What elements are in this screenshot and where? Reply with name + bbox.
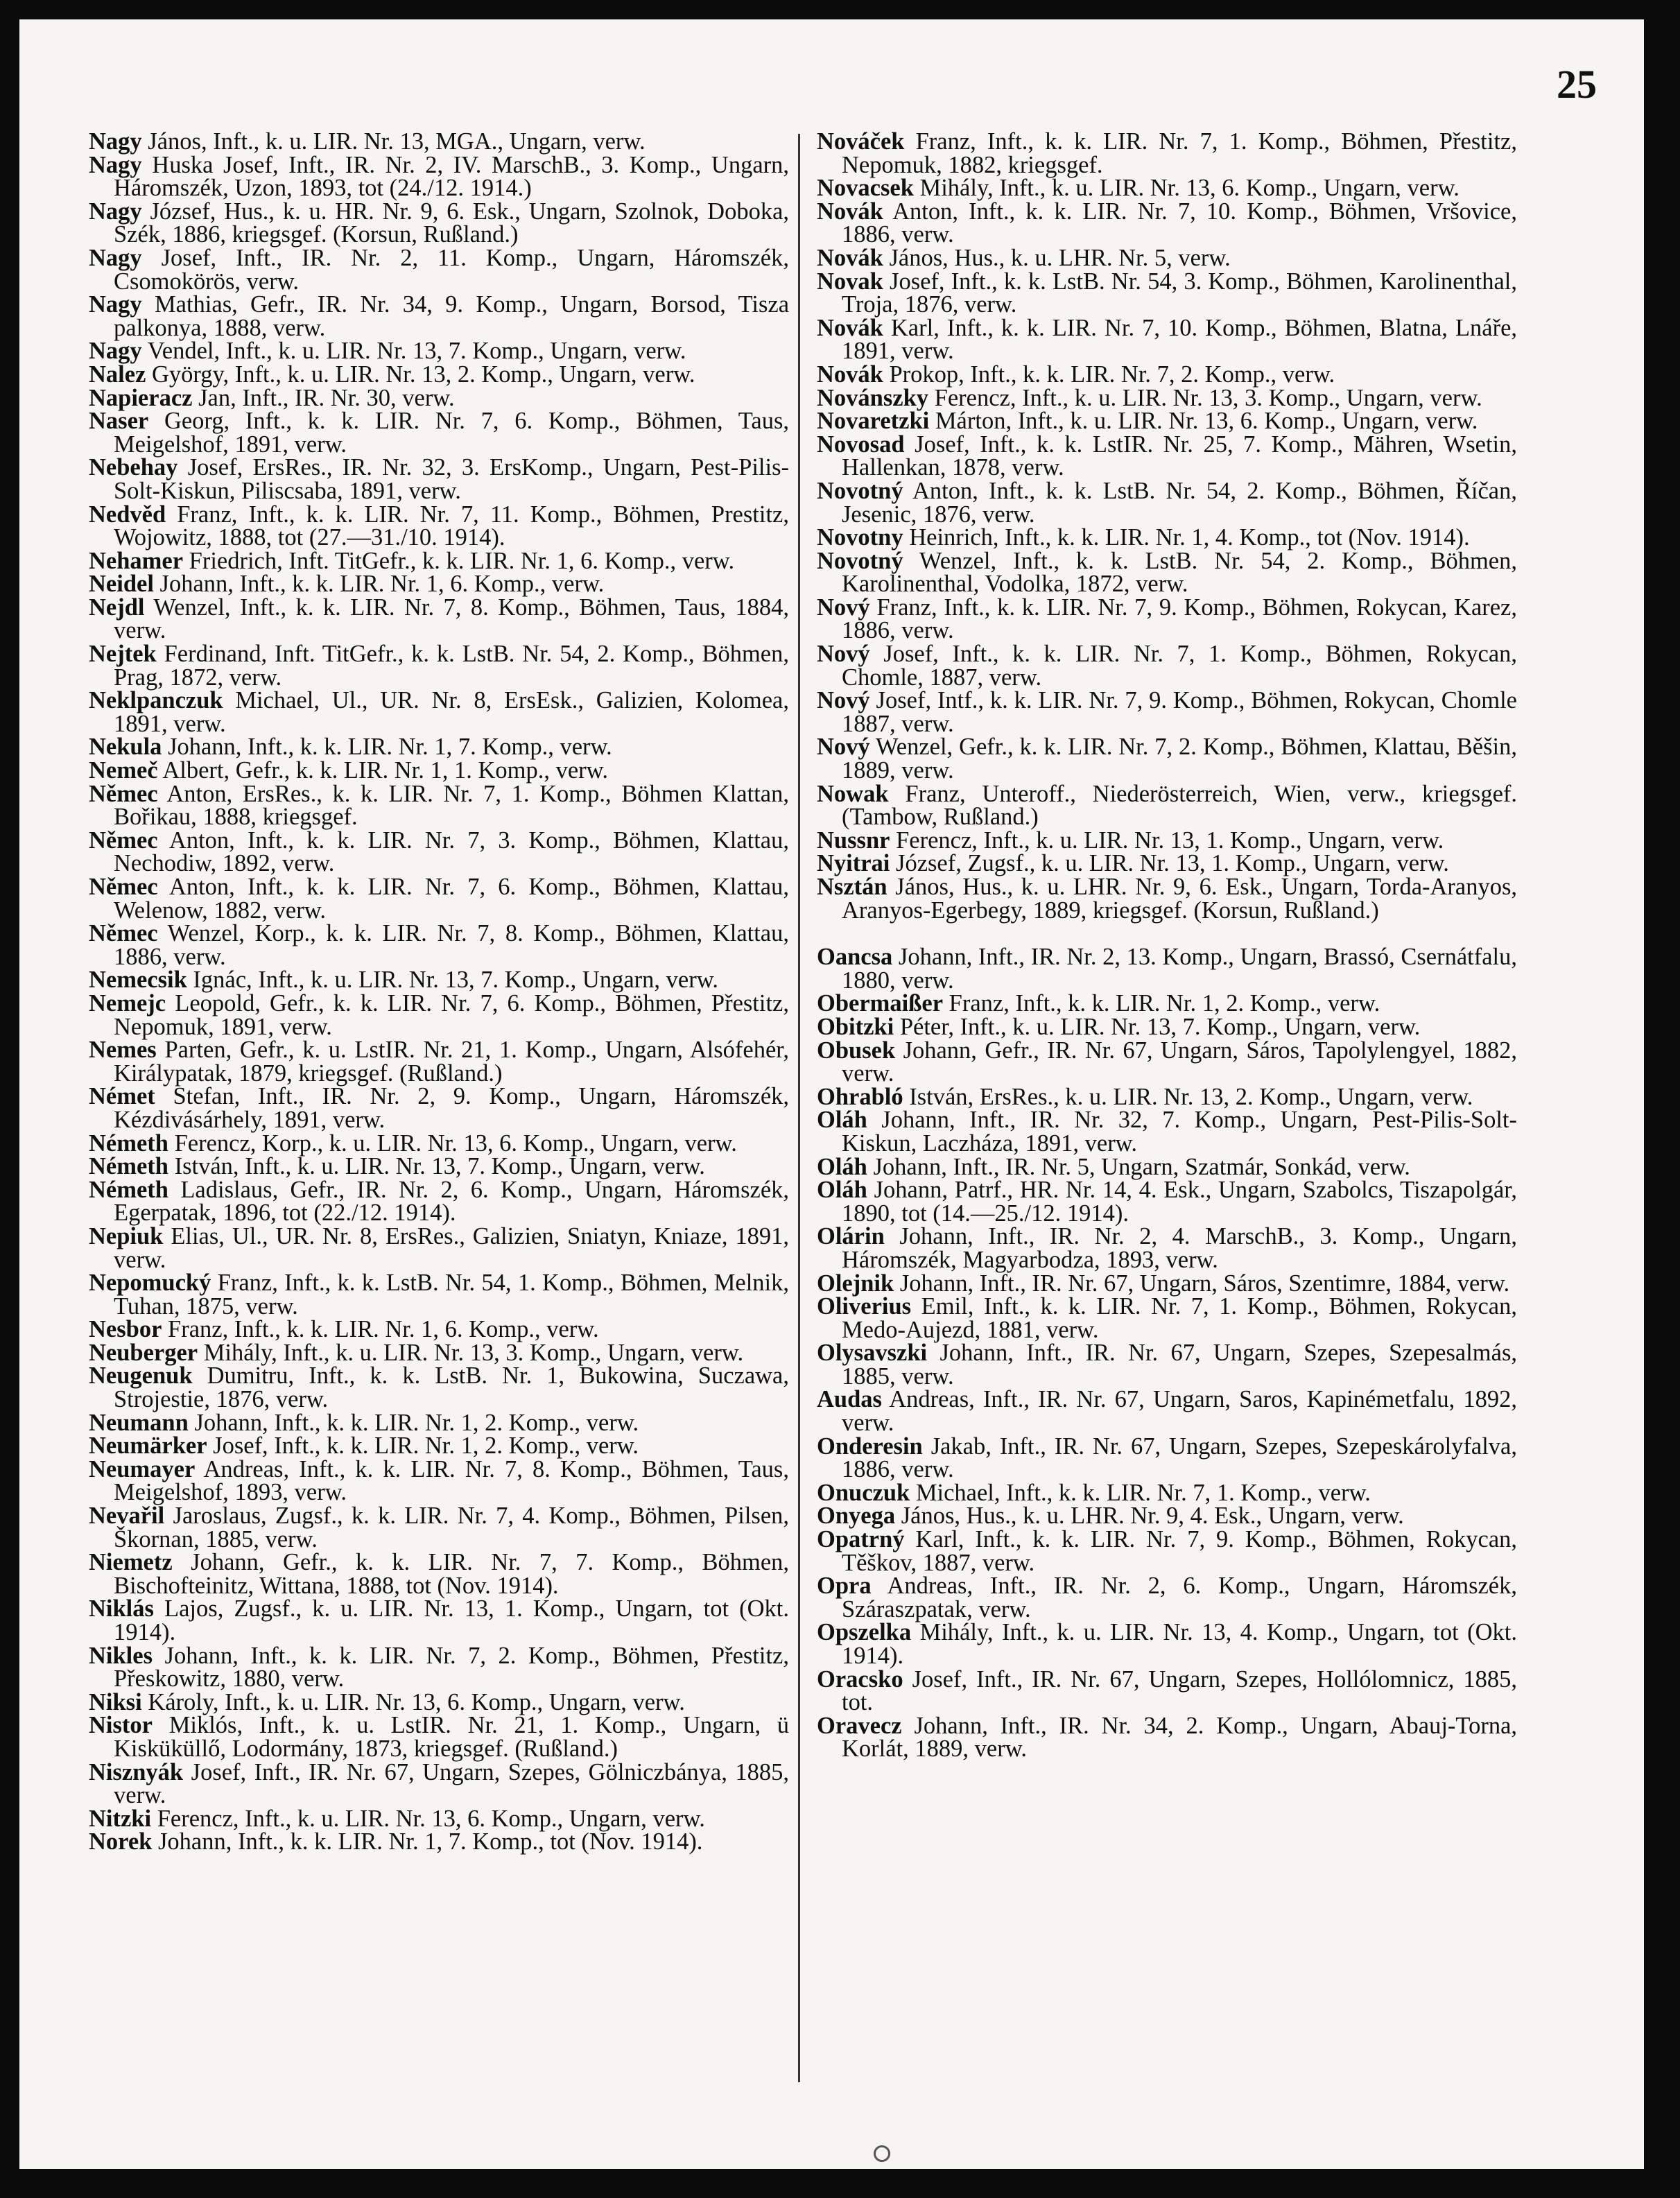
list-item: [89, 736, 789, 759]
list-item: [817, 130, 1517, 177]
list-item: [817, 384, 1517, 411]
entry-surname: Nemeč: [89, 757, 158, 784]
list-item: [817, 1665, 1518, 1716]
entry-details: Elias, Ul., UR. Nr. 8, ErsRes., Galizien, Sniatyn, Kniaze, 1891, verw.: [114, 1222, 790, 1273]
entry-surname: Nový: [817, 594, 870, 621]
entry-details: Josef, Inft., IR. Nr. 67, Ungarn, Szepes, Gölniczbánya, 1885, verw.: [114, 1758, 790, 1809]
entry-details: Péter, Inft., k. u. LIR. Nr. 13, 7. Komp., Ungarn, verw.: [899, 1013, 1421, 1040]
entry-details: Albert, Gefr., k. k. LIR. Nr. 1, 1. Komp., verw.: [162, 757, 608, 784]
entry-surname: Napieracz: [89, 384, 193, 411]
entry-surname: Nemejc: [89, 989, 166, 1016]
entry-details: Johann, Gefr., IR. Nr. 67, Ungarn, Sáros, Tapolylengyel, 1882, verw.: [842, 1037, 1517, 1087]
entry-surname: Nagy: [89, 128, 142, 155]
list-item: [817, 596, 1517, 643]
list-item: [89, 340, 789, 363]
entry-surname: Nistor: [89, 1712, 153, 1739]
entry-surname: Neuberger: [89, 1339, 198, 1366]
column-divider: [798, 134, 800, 2082]
entry-details: Dumitru, Inft., k. k. LstB. Nr. 1, Bukowina, Suczawa, Strojestie, 1876, verw.: [114, 1362, 789, 1413]
entry-surname: Nebehay: [89, 454, 178, 481]
entry-surname: Naser: [89, 408, 149, 435]
entry-surname: Oláh: [817, 1177, 867, 1204]
entry-surname: Nalez: [89, 361, 146, 388]
entry-details: Jaroslaus, Zugsf., k. k. LIR. Nr. 7, 4. Komp., Böhmen, Pilsen, Škornan, 1885, verw.: [114, 1503, 790, 1552]
entry-surname: Nehamer: [89, 547, 184, 574]
entry-details: Josef, Inft., k. k. LstIR. Nr. 25, 7. Komp., Mähren, Wsetin, Hallenkan, 1878, verw.: [842, 431, 1517, 481]
entry-surname: Novotný: [817, 477, 903, 504]
entry-details: István, Inft., k. u. LIR. Nr. 13, 7. Komp., Ungarn, verw.: [174, 1153, 705, 1180]
list-item: [817, 992, 1517, 1016]
list-item: [817, 410, 1517, 433]
list-item: [817, 1505, 1517, 1528]
entry-surname: Neumayer: [89, 1455, 196, 1482]
entry-surname: Nyitrai: [817, 850, 890, 877]
entry-surname: Nussnr: [817, 827, 890, 854]
entry-surname: Nedvěd: [89, 501, 166, 528]
entry-surname: Novaretzki: [817, 408, 930, 435]
entry-details: Johann, Inft., IR. Nr. 67, Ungarn, Szepes, Szepesalmás, 1885, verw.: [842, 1340, 1518, 1390]
entry-surname: Oracsko: [817, 1665, 903, 1693]
entry-details: Johann, Inft., k. k. LIR. Nr. 1, 7. Komp., verw.: [168, 734, 612, 761]
list-item: [817, 363, 1517, 387]
list-item: [817, 1388, 1517, 1435]
list-item: [89, 151, 789, 202]
entry-surname: Nevařil: [89, 1503, 165, 1530]
entry-details: Josef, Inft., k. k. LIR. Nr. 1, 2. Komp., verw.: [213, 1433, 639, 1460]
list-item: [89, 922, 789, 969]
list-item: [817, 1225, 1517, 1272]
entry-surname: Neugenuk: [89, 1362, 193, 1390]
entry-details: Anton, ErsRes., k. k. LIR. Nr. 7, 1. Komp., Böhmen Klattan, Bořikau, 1888, kriegsgef.: [114, 780, 789, 831]
entry-surname: Obusek: [817, 1037, 896, 1064]
entry-details: Heinrich, Inft., k. k. LIR. Nr. 1, 4. Komp., tot (Nov. 1914).: [909, 524, 1470, 551]
entry-details: Wenzel, Korp., k. k. LIR. Nr. 7, 8. Komp., Böhmen, Klattau, 1886, verw.: [114, 920, 789, 970]
entry-surname: Novák: [817, 244, 883, 271]
list-item: [817, 829, 1517, 853]
entry-details: Huska Josef, Inft., IR. Nr. 2, IV. MarschB., 3. Komp., Ungarn, Háromszék, Uzon, 1893, tot (24./12. 1914.): [114, 151, 789, 202]
entry-details: János, Hus., k. u. LHR. Nr. 9, 6. Esk., Ungarn, Torda-Aranyos, Aranyos-Egerbegy, 1889, kriegsgef. (Korsun, Rußland.): [842, 874, 1518, 924]
entry-surname: Onuczuk: [817, 1479, 910, 1506]
entry-surname: Niklás: [89, 1595, 154, 1622]
list-item: [817, 270, 1517, 317]
list-item: [817, 526, 1517, 550]
entry-surname: Ohrabló: [817, 1083, 903, 1110]
entry-surname: Němec: [89, 920, 158, 947]
entry-details: Franz, Inft., k. k. LIR. Nr. 7, 11. Komp., Böhmen, Prestitz, Wojowitz, 1888, tot (27.—31./10. 1914).: [114, 501, 789, 551]
list-item: [817, 477, 1517, 528]
entry-surname: Nejdl: [89, 594, 145, 621]
entry-surname: Olysavszki: [817, 1340, 928, 1367]
list-item: [817, 876, 1517, 922]
list-item: [817, 1295, 1517, 1342]
list-item: [817, 1109, 1517, 1155]
list-item: [817, 1179, 1517, 1225]
entry-surname: Novánszky: [817, 384, 929, 411]
list-item: [817, 314, 1518, 365]
entry-surname: Niemetz: [89, 1549, 173, 1576]
entry-details: Márton, Inft., k. u. LIR. Nr. 13, 6. Komp., Ungarn, verw.: [935, 408, 1478, 435]
list-item: [89, 1339, 789, 1366]
entry-details: Andreas, Inft., IR. Nr. 2, 6. Komp., Ungarn, Háromszék, Száraszpatak, verw.: [842, 1573, 1517, 1622]
entry-details: Josef, Inft., IR. Nr. 2, 11. Komp., Ungarn, Háromszék, Csomokörös, verw.: [114, 244, 789, 295]
entry-details: Johann, Inft., IR. Nr. 2, 4. MarschB., 3. Komp., Ungarn, Háromszék, Magyarbodza, 1893, verw.: [842, 1223, 1517, 1273]
entry-surname: Olejnik: [817, 1270, 894, 1297]
list-item: [89, 1455, 789, 1506]
entry-details: Jakab, Inft., IR. Nr. 67, Ungarn, Szepes, Szepeskárolyfalva, 1886, verw.: [842, 1433, 1517, 1483]
list-item: [817, 177, 1517, 200]
list-item: [89, 1595, 789, 1645]
entry-details: Jan, Inft., IR. Nr. 30, verw.: [198, 384, 455, 411]
entry-surname: Neumann: [89, 1409, 189, 1436]
list-item: [89, 200, 789, 247]
list-item: [89, 1176, 790, 1227]
list-item: [89, 1409, 789, 1436]
list-item: [89, 1642, 789, 1693]
entry-details: Ferencz, Inft., k. u. LIR. Nr. 13, 3. Komp., Ungarn, verw.: [934, 384, 1482, 411]
entry-details: János, Hus., k. u. LHR. Nr. 9, 4. Esk., Ungarn, verw.: [901, 1503, 1404, 1530]
list-item: [89, 410, 789, 456]
right-column: [817, 130, 1517, 1761]
entry-details: Michael, Inft., k. k. LIR. Nr. 7, 1. Komp., verw.: [915, 1479, 1371, 1506]
list-item: [89, 1272, 789, 1318]
entry-surname: Nagy: [89, 151, 142, 178]
entry-details: Johann, Inft., k. k. LIR. Nr. 7, 2. Komp., Böhmen, Přestitz, Přeskowitz, 1880, verw.: [114, 1642, 789, 1693]
entry-surname: Opszelka: [817, 1619, 912, 1646]
entry-details: Karl, Inft., k. k. LIR. Nr. 7, 10. Komp., Böhmen, Blatna, Lnáře, 1891, verw.: [842, 314, 1518, 365]
entry-details: Ignác, Inft., k. u. LIR. Nr. 13, 7. Komp., Ungarn, verw.: [193, 967, 718, 994]
entry-details: Parten, Gefr., k. u. LstIR. Nr. 21, 1. Komp., Ungarn, Alsófehér, Királypatak, 1879, kriegsgef. (Rußland.): [114, 1037, 790, 1087]
list-item: [89, 596, 789, 643]
entry-surname: Němec: [89, 780, 158, 807]
entry-surname: Nepiuk: [89, 1222, 164, 1249]
list-item: [89, 363, 789, 387]
entry-details: Johann, Inft., IR. Nr. 34, 2. Komp., Ungarn, Abauj-Torna, Korlát, 1889, verw.: [842, 1712, 1518, 1763]
entry-surname: Oravecz: [817, 1712, 902, 1739]
entry-surname: Niksi: [89, 1688, 142, 1715]
entry-surname: Oancsa: [817, 944, 893, 971]
list-item: [89, 780, 789, 831]
entry-details: József, Zugsf., k. u. LIR. Nr. 13, 1. Komp., Ungarn, verw.: [896, 850, 1449, 877]
entry-surname: Nový: [817, 641, 870, 668]
scan-mark-icon: [874, 2145, 890, 2162]
list-item: [89, 1039, 789, 1085]
entry-details: Mathias, Gefr., IR. Nr. 34, 9. Komp., Ungarn, Borsod, Tisza palkonya, 1888, verw.: [114, 291, 790, 341]
entry-surname: Nesbor: [89, 1316, 162, 1343]
entry-details: Mihály, Inft., k. u. LIR. Nr. 13, 4. Komp., Ungarn, tot (Okt. 1914).: [842, 1619, 1517, 1669]
entry-details: Franz, Inft., k. k. LIR. Nr. 7, 1. Komp., Böhmen, Přestitz, Nepomuk, 1882, kriegsgef.: [842, 128, 1517, 178]
entry-surname: Onyega: [817, 1503, 896, 1530]
list-item: [89, 1828, 789, 1855]
entry-surname: Németh: [89, 1153, 168, 1180]
entry-details: Prokop, Inft., k. k. LIR. Nr. 7, 2. Komp., verw.: [889, 361, 1335, 388]
list-item: [89, 1758, 790, 1809]
entry-details: Ferencz, Korp., k. u. LIR. Nr. 13, 6. Komp., Ungarn, verw.: [174, 1130, 737, 1157]
entry-details: Johann, Inft., k. k. LIR. Nr. 1, 6. Komp., verw.: [159, 571, 605, 598]
entry-surname: Opra: [817, 1573, 872, 1600]
list-item: [89, 829, 789, 876]
entry-details: Anton, Inft., k. k. LIR. Nr. 7, 10. Komp., Böhmen, Vršovice, 1886, verw.: [842, 198, 1517, 248]
entry-surname: Norek: [89, 1828, 153, 1855]
entry-surname: Novosad: [817, 431, 905, 458]
entry-details: Mihály, Inft., k. u. LIR. Nr. 13, 3. Komp., Ungarn, verw.: [203, 1339, 744, 1366]
list-item: [817, 780, 1518, 831]
list-item: [817, 200, 1517, 247]
entry-details: Johann, Patrf., HR. Nr. 14, 4. Esk., Ungarn, Szabolcs, Tiszapolgár, 1890, tot (14.—25./12. 1914).: [842, 1177, 1517, 1227]
list-item: [817, 1083, 1517, 1110]
entry-surname: Novotny: [817, 524, 903, 551]
entry-surname: Nitzki: [89, 1805, 152, 1832]
list-item: [89, 293, 789, 340]
list-item: [817, 547, 1517, 598]
list-item: [89, 989, 789, 1040]
list-item: [817, 689, 1517, 736]
list-item: [89, 1714, 789, 1760]
entry-surname: Oláh: [817, 1107, 867, 1134]
entry-surname: Nováček: [817, 128, 905, 155]
entry-surname: Nisznyák: [89, 1758, 184, 1785]
entry-surname: Neidel: [89, 571, 154, 598]
entry-surname: Novacsek: [817, 175, 914, 202]
entry-details: Ladislaus, Gefr., IR. Nr. 2, 6. Komp., Ungarn, Háromszék, Egerpatak, 1896, tot (22./12. 1914).: [114, 1176, 790, 1227]
list-item: [817, 1528, 1517, 1575]
list-item: [89, 1805, 789, 1832]
list-item: [89, 759, 789, 783]
entry-details: Lajos, Zugsf., k. u. LIR. Nr. 13, 1. Komp., Ungarn, tot (Okt. 1914).: [114, 1595, 789, 1645]
entry-details: Josef, Inft., IR. Nr. 67, Ungarn, Szepes, Hollólomnicz, 1885, tot.: [842, 1665, 1518, 1716]
entry-details: Franz, Inft., k. k. LstB. Nr. 54, 1. Komp., Böhmen, Melnik, Tuhan, 1875, verw.: [114, 1270, 790, 1319]
list-item: [89, 1505, 789, 1551]
entry-details: János, Inft., k. u. LIR. Nr. 13, MGA., Ungarn, verw.: [148, 128, 646, 155]
entry-surname: Nsztán: [817, 874, 887, 900]
entry-details: Josef, Inft., k. k. LIR. Nr. 7, 1. Komp., Böhmen, Rokycan, Chomle, 1887, verw.: [842, 641, 1518, 691]
entry-surname: Novak: [817, 268, 883, 295]
entry-details: József, Hus., k. u. HR. Nr. 9, 6. Esk., Ungarn, Szolnok, Doboka, Szék, 1886, kriegsgef. (Korsun, Rußland.): [114, 198, 790, 248]
list-item: [817, 1621, 1517, 1668]
list-item: [817, 1575, 1517, 1621]
list-item: [817, 1013, 1517, 1040]
entry-details: János, Hus., k. u. LHR. Nr. 5, verw.: [889, 244, 1231, 271]
list-item: [89, 969, 789, 992]
list-item: [89, 384, 789, 411]
entry-details: Anton, Inft., k. k. LstB. Nr. 54, 2. Komp., Böhmen, Říčan, Jesenic, 1876, verw.: [842, 477, 1517, 528]
entry-details: Johann, Inft., k. k. LIR. Nr. 1, 2. Komp., verw.: [194, 1409, 639, 1436]
list-item: [817, 1272, 1517, 1296]
entry-details: Johann, Inft., IR. Nr. 32, 7. Komp., Ungarn, Pest-Pilis-Solt-Kiskun, Laczháza, 1891, verw.: [842, 1107, 1517, 1157]
entry-surname: Németh: [89, 1130, 168, 1157]
entry-details: Franz, Inft., k. k. LIR. Nr. 7, 9. Komp., Böhmen, Rokycan, Karez, 1886, verw.: [842, 594, 1517, 644]
entry-surname: Nagy: [89, 244, 142, 271]
entry-surname: Obitzki: [817, 1013, 894, 1040]
list-item: [89, 689, 789, 736]
list-item: [89, 573, 789, 596]
page-number: 25: [1557, 62, 1597, 107]
entry-surname: Oláh: [817, 1153, 867, 1180]
list-item: [89, 643, 789, 689]
list-item: [817, 1712, 1518, 1763]
entry-details: Wenzel, Gefr., k. k. LIR. Nr. 7, 2. Komp., Böhmen, Klattau, Běšin, 1889, verw.: [842, 734, 1517, 784]
list-item: [817, 1479, 1517, 1506]
entry-surname: Német: [89, 1083, 155, 1110]
entry-surname: Nejtek: [89, 641, 157, 668]
entry-details: Michael, Ul., UR. Nr. 8, ErsEsk., Galizien, Kolomea, 1891, verw.: [114, 687, 789, 737]
entry-surname: Nový: [817, 687, 870, 714]
entry-details: Karl, Inft., k. k. LIR. Nr. 7, 9. Komp., Böhmen, Rokycan, Těškov, 1887, verw.: [842, 1526, 1518, 1576]
list-item: [89, 503, 789, 550]
list-item: [817, 244, 1517, 271]
entry-details: Ferdinand, Inft. TitGefr., k. k. LstB. Nr. 54, 2. Komp., Böhmen, Prag, 1872, verw.: [114, 641, 789, 691]
entry-details: István, ErsRes., k. u. LIR. Nr. 13, 2. Komp., Ungarn, verw.: [909, 1083, 1473, 1110]
list-item: [817, 1435, 1517, 1482]
list-item: [817, 1342, 1517, 1388]
entry-surname: Novák: [817, 361, 883, 388]
entry-details: Johann, Inft., k. k. LIR. Nr. 1, 7. Komp., tot (Nov. 1914).: [157, 1828, 703, 1855]
entry-surname: Opatrný: [817, 1526, 905, 1553]
entry-details: Ferencz, Inft., k. u. LIR. Nr. 13, 1. Komp., Ungarn, verw.: [896, 827, 1444, 854]
page: [19, 19, 1644, 2169]
entry-surname: Nemecsik: [89, 967, 187, 994]
entry-details: Miklós, Inft., k. u. LstIR. Nr. 21, 1. Komp., Ungarn, ü Kisküküllő, Lodormány, 1873, kriegsgef. (Rußland.): [114, 1712, 790, 1762]
entry-details: Johann, Inft., IR. Nr. 67, Ungarn, Sáros, Szentimre, 1884, verw.: [899, 1270, 1510, 1297]
entry-details: Josef, Intf., k. k. LIR. Nr. 7, 9. Komp., Böhmen, Rokycan, Chomle 1887, verw.: [842, 687, 1517, 737]
entry-details: Josef, ErsRes., IR. Nr. 32, 3. ErsKomp., Ungarn, Pest-Pilis-Solt-Kiskun, Piliscsaba, 1891, verw.: [114, 454, 789, 504]
entry-details: Wenzel, Inft., k. k. LIR. Nr. 7, 8. Komp., Böhmen, Taus, 1884, verw.: [114, 594, 789, 644]
list-item: [89, 876, 789, 922]
list-item: [89, 130, 789, 154]
entry-details: Johann, Inft., IR. Nr. 5, Ungarn, Szatmár, Sonkád, verw.: [873, 1153, 1410, 1180]
list-item: [89, 1688, 789, 1715]
entry-surname: Oliverius: [817, 1293, 912, 1320]
entry-details: Anton, Inft., k. k. LIR. Nr. 7, 3. Komp., Böhmen, Klattau, Nechodiw, 1892, verw.: [114, 827, 789, 877]
entry-details: Andreas, Inft., k. k. LIR. Nr. 7, 8. Komp., Böhmen, Taus, Meigelshof, 1893, verw.: [114, 1455, 789, 1506]
list-item: [817, 1153, 1517, 1180]
entry-surname: Nowak: [817, 780, 889, 807]
list-item: [89, 1132, 789, 1156]
entry-surname: Nikles: [89, 1642, 153, 1669]
entry-surname: Němec: [89, 874, 158, 900]
entry-details: Josef, Inft., k. k. LstB. Nr. 54, 3. Komp., Böhmen, Karolinenthal, Troja, 1876, verw.: [842, 268, 1518, 318]
list-item: [817, 1039, 1517, 1086]
entry-details: György, Inft., k. u. LIR. Nr. 13, 2. Komp., Ungarn, verw.: [152, 361, 695, 388]
entry-surname: Audas: [817, 1386, 882, 1413]
entry-details: Friedrich, Inft. TitGefr., k. k. LIR. Nr. 1, 6. Komp., verw.: [189, 547, 735, 574]
list-item: [89, 1435, 789, 1458]
entry-details: Johann, Gefr., k. k. LIR. Nr. 7, 7. Komp., Böhmen, Bischofteinitz, Wittana, 1888, tot (Nov. 1914).: [114, 1549, 790, 1599]
entry-surname: Nepomucký: [89, 1270, 211, 1297]
entry-details: Vendel, Inft., k. u. LIR. Nr. 13, 7. Komp., Ungarn, verw.: [147, 338, 686, 365]
entry-details: Anton, Inft., k. k. LIR. Nr. 7, 6. Komp., Böhmen, Klattau, Welenow, 1882, verw.: [114, 874, 789, 924]
entry-surname: Nemes: [89, 1037, 157, 1064]
entry-details: Emil, Inft., k. k. LIR. Nr. 7, 1. Komp., Böhmen, Rokycan, Medo-Aujezd, 1881, verw.: [842, 1293, 1517, 1343]
entry-details: Stefan, Inft., IR. Nr. 2, 9. Komp., Ungarn, Háromszék, Kézdivásárhely, 1891, verw.: [114, 1083, 790, 1133]
entry-surname: Olárin: [817, 1223, 885, 1250]
entry-surname: Obermaißer: [817, 990, 944, 1017]
entry-details: Mihály, Inft., k. u. LIR. Nr. 13, 6. Komp., Ungarn, verw.: [919, 175, 1460, 202]
entry-surname: Nagy: [89, 338, 142, 365]
list-item: [817, 946, 1517, 992]
list-item: [89, 1362, 789, 1413]
entry-surname: Németh: [89, 1176, 168, 1203]
left-column: [89, 130, 789, 1854]
list-item: [89, 456, 789, 503]
entry-surname: Onderesin: [817, 1433, 923, 1460]
entry-surname: Neumärker: [89, 1433, 207, 1460]
entry-surname: Novák: [817, 198, 883, 225]
entry-details: Franz, Unteroff., Niederösterreich, Wien, verw., kriegsgef. (Tambow, Rußland.): [842, 780, 1518, 831]
list-item: [817, 852, 1517, 876]
entry-details: Ferencz, Inft., k. u. LIR. Nr. 13, 6. Komp., Ungarn, verw.: [157, 1805, 705, 1832]
list-item: [89, 1551, 789, 1598]
list-item: [817, 433, 1517, 480]
entry-details: Franz, Inft., k. k. LIR. Nr. 1, 2. Komp., verw.: [949, 990, 1380, 1017]
entry-surname: Neklpanczuk: [89, 687, 223, 714]
entry-details: Johann, Inft., IR. Nr. 2, 13. Komp., Ungarn, Brassó, Csernátfalu, 1880, verw.: [842, 944, 1518, 994]
entry-surname: Nový: [817, 734, 870, 761]
entry-surname: Nekula: [89, 734, 162, 761]
list-item: [817, 643, 1517, 689]
list-item: [89, 244, 789, 295]
entry-surname: Nagy: [89, 198, 142, 225]
list-item: [89, 1318, 789, 1342]
entry-details: Georg, Inft., k. k. LIR. Nr. 7, 6. Komp., Böhmen, Taus, Meigelshof, 1891, verw.: [114, 408, 790, 458]
entry-surname: Němec: [89, 827, 158, 854]
entry-details: Andreas, Inft., IR. Nr. 67, Ungarn, Saros, Kapinémetfalu, 1892, verw.: [842, 1386, 1517, 1437]
entry-surname: Nagy: [89, 291, 142, 318]
list-item: [89, 547, 789, 574]
entry-details: Wenzel, Inft., k. k. LstB. Nr. 54, 2. Komp., Böhmen, Karolinenthal, Vodolka, 1872, verw.: [842, 547, 1517, 598]
entry-surname: Novotný: [817, 547, 903, 574]
list-item: [89, 1085, 789, 1132]
list-item: [89, 1222, 790, 1273]
list-item: [89, 1155, 789, 1179]
list-item: [817, 736, 1517, 782]
entry-details: Leopold, Gefr., k. k. LIR. Nr. 7, 6. Komp., Böhmen, Přestitz, Nepomuk, 1891, verw.: [114, 989, 789, 1040]
entry-details: Franz, Inft., k. k. LIR. Nr. 1, 6. Komp., verw.: [168, 1316, 599, 1343]
entry-details: Károly, Inft., k. u. LIR. Nr. 13, 6. Komp., Ungarn, verw.: [148, 1688, 685, 1715]
entry-surname: Novák: [817, 314, 883, 341]
